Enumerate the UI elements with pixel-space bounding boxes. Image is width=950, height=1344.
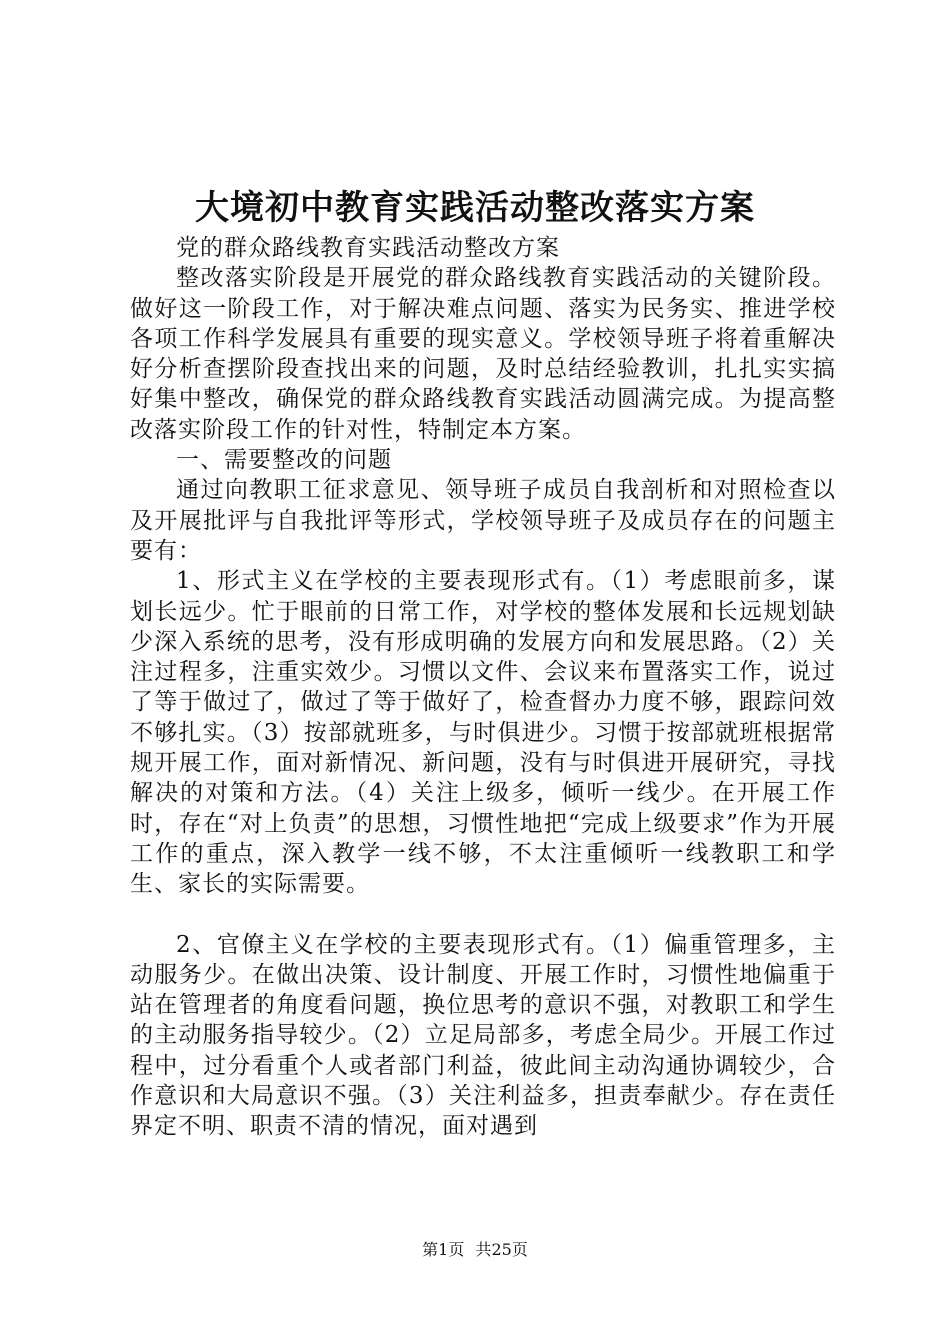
- section-heading: 一、需要整改的问题: [176, 447, 392, 474]
- intro-paragraph: 整改落实阶段是开展党的群众路线教育实践活动的关键阶段。做好这一阶段工作，对于解决难点问题、落实为民务实、推进学校各项工作科学发展具有重要的现实意义。学校领导班子将着重解决好分析查摆阶段查找出来的问题，及时总结经验教训，扎扎实实搞好集中整改，确保党的群众路线教育实践活动圆满完成。为提高整改落实阶段工作的针对性，特制定本方案。: [130, 265, 836, 443]
- page-total: 共25页: [475, 1240, 528, 1259]
- page-number: 第1页: [422, 1240, 465, 1259]
- formalism-paragraph: 1、形式主义在学校的主要表现形式有。（1）考虑眼前多，谋划长远少。忙于眼前的日常工作，对学校的整体发展和长远规划缺少深入系统的思考，没有形成明确的发展方向和发展思路。（2）关注过程多，注重实效少。习惯以文件、会议来布置落实工作，说过了等于做过了，做过了等于做好了，检查督办力度不够，跟踪问效不够扎实。（3）按部就班多，与时俱进少。习惯于按部就班根据常规开展工作，面对新情况、新问题，没有与时俱进开展研究，寻找解决的对策和方法。（4）关注上级多，倾听一线少。在开展工作时，存在“对上负责”的思想，习惯性地把“完成上级要求”作为开展工作的重点，深入教学一线不够，不太注重倾听一线教职工和学生、家长的实际需要。: [130, 568, 836, 898]
- bureaucracy-paragraph: 2、官僚主义在学校的主要表现形式有。（1）偏重管理多，主动服务少。在做出决策、设计制度、开展工作时，习惯性地偏重于站在管理者的角度看问题，换位思考的意识不强，对教职工和学生的主动服务指导较少。（2）立足局部多，考虑全局少。开展工作过程中，过分看重个人或者部门利益，彼此间主动沟通协调较少，合作意识和大局意识不强。（3）关注利益多，担责奉献少。存在责任界定不明、职责不清的情况，面对遇到: [130, 931, 836, 1140]
- subtitle-paragraph: 党的群众路线教育实践活动整改方案: [176, 235, 560, 261]
- problems-intro-paragraph: 通过向教职工征求意见、领导班子成员自我剖析和对照检查以及开展批评与自我批评等形式，学校领导班子及成员存在的问题主要有：: [130, 477, 836, 564]
- document-body: [130, 233, 836, 1142]
- page-footer: [0, 1239, 950, 1261]
- document-title: 大境初中教育实践活动整改落实方案: [195, 188, 755, 228]
